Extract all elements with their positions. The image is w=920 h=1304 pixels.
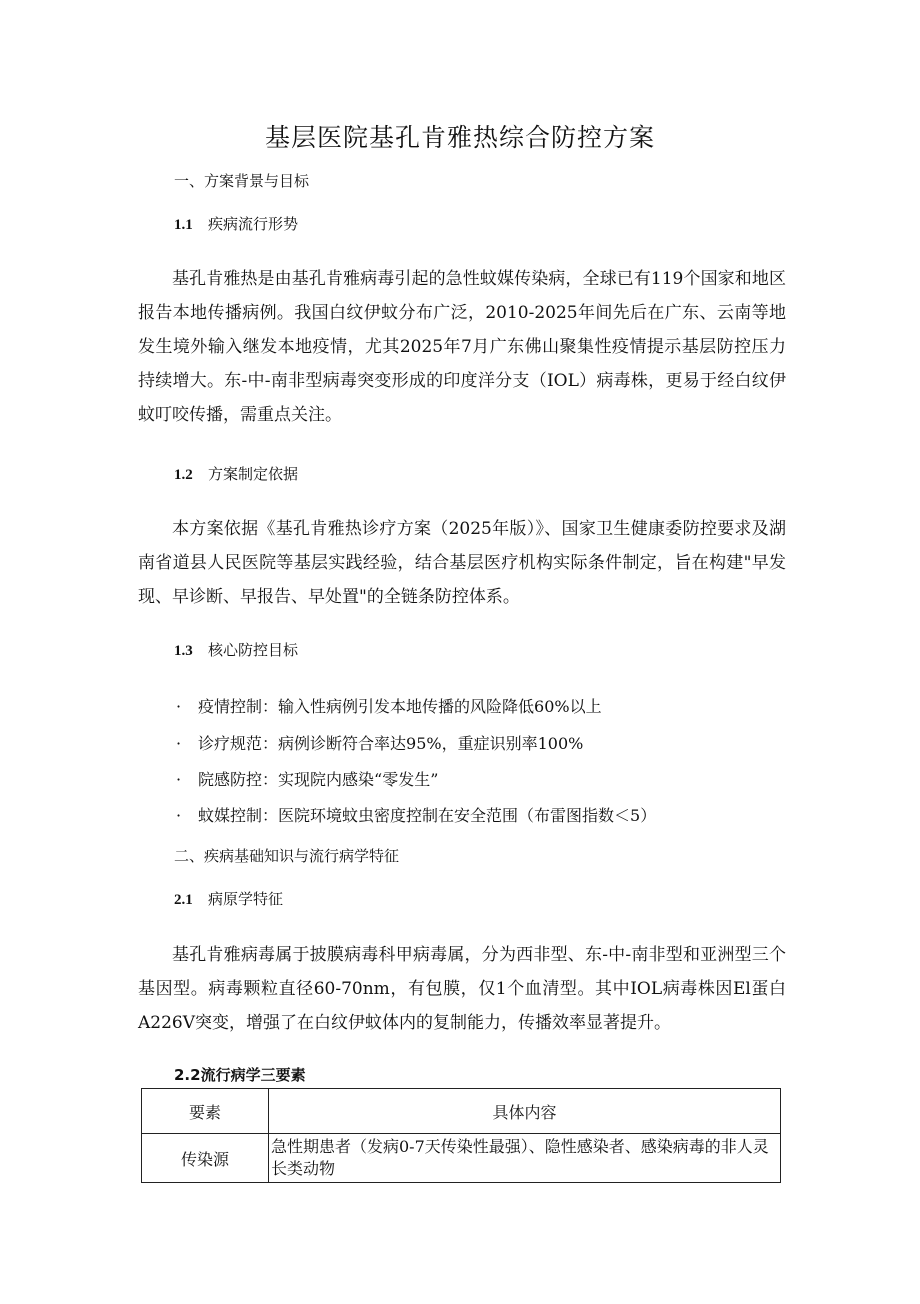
table-cell-key: 传染源 (142, 1134, 269, 1183)
section-1-heading: 一、方案背景与目标 (174, 172, 310, 190)
subsection-label: 核心防控目标 (208, 641, 299, 659)
bullet-label: 蚊媒控制 (198, 806, 263, 825)
bullet-dot: · (176, 770, 182, 789)
table-header-row (142, 1089, 781, 1134)
bullet-dot: · (176, 734, 182, 753)
table-cell-value: 急性期患者（发病0-7天传染性最强）、隐性感染者、感染病毒的非人灵长类动物 (269, 1134, 781, 1183)
bullet-text: ：实现院内感染“零发生” (262, 770, 439, 789)
bullet-dot: · (176, 697, 182, 716)
subsection-1-2-heading (174, 463, 298, 484)
page-bottom-mask (0, 1184, 920, 1304)
bullet-text: ：输入性病例引发本地传播的风险降低60%以上 (262, 697, 602, 716)
subsection-number: 1.3 (174, 643, 193, 659)
paragraph-epidemic-situation: 基孔肯雅热是由基孔肯雅病毒引起的急性蚊媒传染病，全球已有119个国家和地区报告本地传播病例。我国白纹伊蚊分布广泛，2010-2025年间先后在广东、云南等地发生境外输入继发本地疫情，尤其2025年7月广东佛山聚集性疫情提示基层防控压力持续增大。东-中-南非型病毒突变形成的印度洋分支（IOL）病毒株，更易于经白纹伊蚊叮咬传播，需重点关注。 (138, 269, 786, 425)
paragraph-basis: 本方案依据《基孔肯雅热诊疗方案（2025年版）》、国家卫生健康委防控要求及湖南省道县人民医院等基层实践经验，结合基层医疗机构实际条件制定，旨在构建"早发现、早诊断、早报告、早处置"的全链条防控体系。 (138, 519, 786, 607)
bullet-label: 疫情控制 (198, 697, 263, 716)
subsection-label: 2.2流行病学三要素 (174, 1066, 306, 1084)
subsection-number: 2.1 (174, 892, 193, 908)
table-header-element: 要素 (142, 1089, 269, 1134)
subsection-number: 1.1 (174, 217, 193, 233)
document-title: 基层医院基孔肯雅热综合防控方案 (264, 123, 655, 152)
goal-bullet-item (176, 692, 602, 722)
subsection-1-1-heading (174, 213, 298, 234)
subsection-label: 疾病流行形势 (208, 215, 299, 233)
bullet-dot: · (176, 806, 182, 825)
bullet-text: ：医院环境蚊虫密度控制在安全范围（布雷图指数＜5） (262, 806, 657, 825)
bullet-label: 诊疗规范 (198, 734, 263, 753)
bullet-label: 院感防控 (198, 770, 263, 789)
epidemiology-table (141, 1088, 781, 1183)
table-header-content: 具体内容 (269, 1089, 781, 1134)
goal-bullet-item (176, 801, 656, 831)
paragraph-pathogen: 基孔肯雅病毒属于披膜病毒科甲病毒属，分为西非型、东-中-南非型和亚洲型三个基因型。病毒颗粒直径60-70nm，有包膜，仅1个血清型。其中IOL病毒株因El蛋白A226V突变，增强了在白纹伊蚊体内的复制能力，传播效率显著提升。 (138, 945, 786, 1033)
subsection-label: 病原学特征 (208, 890, 284, 908)
goal-bullet-item (176, 729, 583, 759)
bullet-text: ：病例诊断符合率达95%，重症识别率100% (262, 734, 584, 753)
goal-bullet-item (176, 765, 438, 795)
subsection-2-2-heading (174, 1064, 306, 1085)
table-row (142, 1134, 781, 1183)
subsection-1-3-heading (174, 639, 298, 660)
section-2-heading: 二、疾病基础知识与流行病学特征 (174, 847, 400, 865)
subsection-number: 1.2 (174, 467, 193, 483)
subsection-2-1-heading (174, 888, 283, 909)
subsection-label: 方案制定依据 (208, 465, 299, 483)
